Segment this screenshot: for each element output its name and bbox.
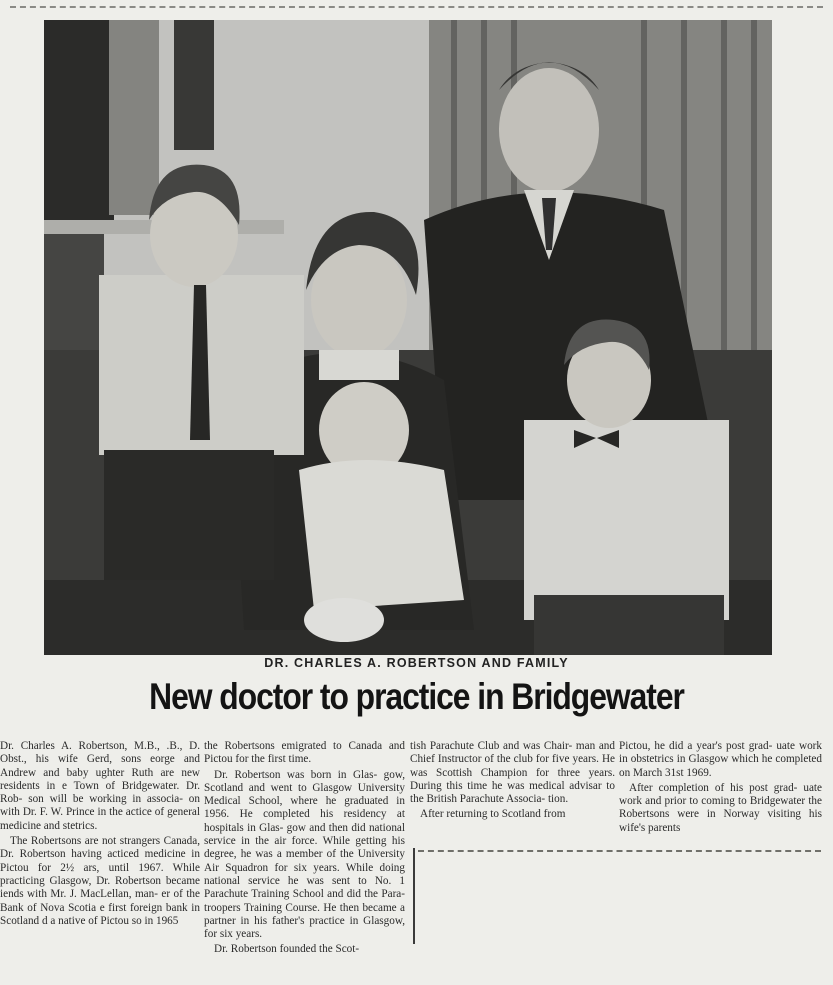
top-clipping-edge [10,6,823,8]
paragraph: tish Parachute Club and was Chair- man and Chief Instructor of the club for five years. He was Scottish Champion for three years. During this time he was medical advisar to the British Parachute Associa- tion. [410,740,615,806]
paragraph: The Robertsons are not strangers Canada, Dr. Robertson having acticed medicine in Pictou for 2½ ars, until 1967. While practicing Glasgow, Dr. Robertson became iends with Mr. J. MacLellan, man- er of the Bank of Nova Scotia e first foreign bank in Scotland d a native of Pictou so in 1965 [0,835,200,927]
family-portrait-photo [44,20,772,655]
paragraph: After completion of his post grad- uate work and prior to coming to Bridgewater the Robertsons were in Norway visiting his wife's parents [619,781,822,834]
article-column-1 [0,740,200,930]
article-end-rule [418,850,821,852]
article-column-4 [619,740,822,837]
article-column-2 [204,740,405,959]
paragraph: Dr. Robertson founded the Scot- [214,943,360,956]
paragraph: Pictou, he did a year's post grad- uate work in obstetrics in Glasgow which he completed on March 31st 1969. [619,740,822,779]
photo-caption: DR. CHARLES A. ROBERTSON AND FAMILY [264,656,569,670]
column-divider [413,848,415,944]
paragraph: Dr. Charles A. Robertson, M.B., .B., D. Obst., his wife Gerd, sons eorge and Andrew and baby ughter Ruth are new residents in e Town of Bridgewater. Dr. Rob- son will be working in associa- on with Dr. F. W. Prince in the actice of general medicine and stetrics. [0,740,200,832]
paragraph: After returning to Scotland from [420,808,566,821]
headline: New doctor to practice in Bridgewater [149,676,684,717]
article-column-3 [410,740,615,824]
paragraph: the Robertsons emigrated to Canada and Pictou for the first time. [204,740,405,766]
paragraph: Dr. Robertson was born in Glas- gow, Scotland and went to Glasgow University Medical School, where he graduated in 1956. He completed his residency at hospitals in Glas- gow and then did national service in the air force. While getting his degree, he was a member of the University Air Squadron for six years. While doing national service he was sent to No. 1 Parachute Training School and did the Para- troopers Training Course. He then became a partner in his father's practice in Glasgow, for six years. [204,768,405,941]
